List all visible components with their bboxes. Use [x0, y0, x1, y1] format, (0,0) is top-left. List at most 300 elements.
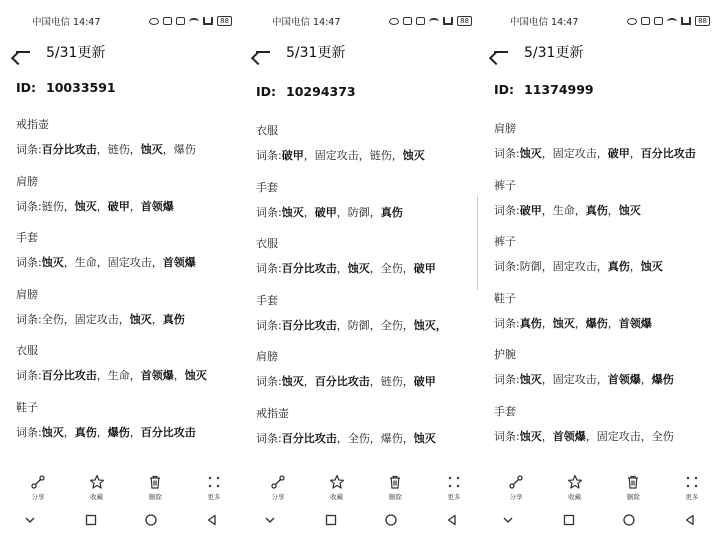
- action-del-button[interactable]: [137, 474, 173, 504]
- term: 真伤: [162, 312, 185, 326]
- term-separator: ，: [596, 373, 608, 386]
- signal-icon: [443, 17, 453, 25]
- term-separator: ，: [596, 147, 608, 160]
- arrow-left-icon[interactable]: [492, 43, 510, 61]
- term: 蚀灭: [129, 312, 152, 326]
- term-separator: ，: [336, 262, 348, 275]
- gear-item: [256, 348, 474, 389]
- header: [254, 40, 470, 64]
- term: 固定攻击: [314, 149, 359, 162]
- square-icon[interactable]: [323, 512, 339, 528]
- term-separator: ，: [541, 316, 553, 330]
- action-label: 收藏: [330, 493, 344, 501]
- term-separator: ，: [629, 260, 641, 273]
- gear-item: [494, 290, 712, 331]
- gear-item: [256, 292, 474, 333]
- term: 爆伤: [651, 373, 674, 386]
- action-label: 更多: [447, 493, 461, 501]
- term-separator: ，: [574, 203, 586, 217]
- gear-terms: [256, 373, 474, 389]
- term-separator: ，: [402, 262, 414, 275]
- terms-prefix: 词条:: [16, 143, 42, 156]
- gear-terms: [494, 428, 712, 444]
- term: 百分比攻击: [281, 431, 337, 445]
- terms-prefix: 词条:: [494, 429, 520, 443]
- gear-slot: 手套: [256, 180, 278, 194]
- term: 破甲: [413, 375, 436, 388]
- terms-prefix: 词条:: [256, 431, 282, 445]
- terms-prefix: 词条:: [494, 147, 520, 160]
- term: 固定攻击: [74, 312, 119, 326]
- battery-icon: 88: [457, 16, 472, 26]
- id-value: 10294373: [286, 84, 356, 99]
- share-icon: [270, 474, 286, 490]
- system-nav-bar: [262, 512, 460, 528]
- mute-icon: [654, 17, 663, 25]
- gear-terms: [16, 311, 234, 327]
- action-more-button[interactable]: [196, 474, 232, 504]
- term-separator: ，: [402, 431, 414, 445]
- gear-terms: [494, 371, 712, 387]
- term-separator: ，: [303, 375, 315, 388]
- gear-slot: 裤子: [494, 235, 516, 248]
- term-separator: ，: [118, 312, 130, 326]
- terms-prefix: 词条:: [494, 316, 520, 330]
- eye-icon: [627, 18, 637, 25]
- gear-slot: 戒指壶: [16, 118, 49, 131]
- mute-icon: [416, 17, 425, 25]
- term-separator: ，: [402, 375, 414, 388]
- term: 全伤: [380, 318, 403, 332]
- term-separator: ，: [391, 149, 403, 162]
- term-separator: ，: [96, 425, 108, 439]
- term-separator: ，: [541, 260, 553, 273]
- nfc-icon: [163, 17, 172, 25]
- bottom-action-bar: [498, 474, 710, 504]
- header: [14, 40, 230, 64]
- gear-terms: [494, 145, 712, 161]
- chevron-down-icon[interactable]: [262, 512, 278, 528]
- term: 蚀灭: [41, 256, 64, 269]
- term-separator: ，: [129, 199, 141, 213]
- term-separator: ，: [369, 375, 381, 388]
- term: 破甲: [107, 199, 130, 213]
- term: 固定攻击: [552, 260, 597, 273]
- gear-terms: [16, 198, 234, 214]
- gear-item: [494, 403, 712, 444]
- action-fav-button[interactable]: [319, 474, 355, 504]
- term: 蚀灭: [640, 260, 663, 273]
- dots-icon: [206, 474, 222, 490]
- gear-terms: [16, 254, 234, 270]
- trash-icon: [625, 474, 641, 490]
- term: 蚀灭，: [413, 318, 447, 332]
- circle-icon[interactable]: [143, 512, 159, 528]
- action-label: 删除: [626, 493, 640, 501]
- star-icon: [567, 474, 583, 490]
- term: 防御: [347, 205, 370, 219]
- gear-terms: [16, 141, 234, 157]
- gear-item: [256, 405, 474, 446]
- term: 首领爆: [607, 373, 641, 386]
- term-separator: ，: [541, 429, 553, 443]
- gear-item: [16, 229, 234, 270]
- wifi-icon: [429, 18, 439, 25]
- share-icon: [30, 474, 46, 490]
- gear-terms: [256, 204, 474, 220]
- term: 真伤: [380, 205, 403, 219]
- term: 蚀灭: [413, 431, 436, 445]
- term: 生命: [552, 203, 575, 217]
- header: [492, 40, 708, 64]
- gear-item: [16, 173, 234, 214]
- term: 真伤: [607, 260, 630, 273]
- id-value: 10033591: [46, 80, 116, 95]
- gear-item: [494, 177, 712, 218]
- terms-prefix: 词条:: [494, 373, 520, 386]
- action-label: 删除: [388, 493, 402, 501]
- term-separator: ，: [336, 205, 348, 219]
- term: 蚀灭: [347, 262, 370, 275]
- gear-terms: [256, 260, 474, 276]
- term: 真伤: [519, 316, 542, 330]
- gear-terms: [16, 367, 234, 383]
- gear-terms: [494, 202, 712, 218]
- action-share-button[interactable]: [20, 474, 56, 504]
- term-separator: ，: [585, 429, 597, 443]
- carrier-time: 中国电信 14:47: [32, 17, 101, 28]
- square-icon[interactable]: [561, 512, 577, 528]
- gear-slot: 肩膀: [16, 174, 38, 188]
- mute-icon: [176, 17, 185, 25]
- action-label: 分享: [271, 493, 285, 501]
- terms-prefix: 词条:: [256, 205, 282, 219]
- terms-prefix: 词条:: [494, 260, 520, 273]
- term: 固定攻击: [107, 256, 152, 269]
- eye-icon: [149, 18, 159, 25]
- gear-slot: 衣服: [16, 344, 38, 357]
- triangle-left-icon[interactable]: [444, 512, 460, 528]
- battery-icon: 88: [695, 16, 710, 26]
- gear-slot: 手套: [16, 231, 38, 244]
- nfc-icon: [403, 17, 412, 25]
- trash-icon: [387, 474, 403, 490]
- term: 蚀灭: [281, 375, 304, 388]
- term: 首领爆: [162, 256, 196, 269]
- term: 蚀灭: [618, 203, 641, 217]
- term-separator: ，: [303, 205, 315, 219]
- terms-prefix: 词条:: [256, 375, 282, 388]
- gear-item: [494, 120, 712, 161]
- term-separator: ，: [151, 312, 163, 326]
- term: 固定攻击: [596, 429, 641, 443]
- term: 蚀灭: [281, 205, 304, 219]
- term: 真伤: [585, 203, 608, 217]
- terms-prefix: 词条:: [256, 318, 282, 332]
- gear-slot: 肩膀: [494, 122, 516, 135]
- action-fav-button[interactable]: [557, 474, 593, 504]
- term-separator: ，: [541, 373, 553, 386]
- term: 蚀灭: [41, 425, 64, 439]
- wifi-icon: [189, 18, 199, 25]
- id-label: ID:: [494, 82, 515, 97]
- term-separator: ，: [162, 143, 174, 156]
- system-nav-bar: [500, 512, 698, 528]
- chevron-down-icon[interactable]: [500, 512, 516, 528]
- action-share-button[interactable]: [260, 474, 296, 504]
- page-title: 5/31更新: [286, 45, 346, 61]
- wifi-icon: [667, 18, 677, 25]
- action-more-button[interactable]: [674, 474, 710, 504]
- gear-item: [256, 235, 474, 276]
- term-separator: ，: [369, 205, 381, 219]
- term-separator: ，: [369, 318, 381, 332]
- term: 破甲: [281, 149, 304, 162]
- action-label: 删除: [148, 493, 162, 501]
- nfc-icon: [641, 17, 650, 25]
- action-label: 分享: [509, 493, 523, 501]
- term: 破甲: [413, 262, 436, 275]
- action-fav-button[interactable]: [79, 474, 115, 504]
- battery-icon: 88: [217, 16, 232, 26]
- action-label: 分享: [31, 493, 45, 501]
- circle-icon[interactable]: [621, 512, 637, 528]
- terms-prefix: 词条:: [16, 256, 42, 269]
- term-separator: ，: [96, 199, 108, 213]
- gear-slot: 肩膀: [16, 287, 38, 301]
- term-separator: ，: [336, 431, 348, 445]
- status-icons: [389, 16, 472, 26]
- triangle-left-icon[interactable]: [204, 512, 220, 528]
- action-label: 收藏: [90, 493, 104, 501]
- term: 蚀灭: [402, 149, 425, 162]
- term: 首领爆: [140, 199, 174, 213]
- term: 真伤: [74, 425, 97, 439]
- dots-icon: [446, 474, 462, 490]
- term: 蚀灭: [184, 369, 207, 382]
- term: 生命: [107, 369, 130, 382]
- term: 全伤: [41, 312, 64, 326]
- term: 百分比攻击: [140, 425, 196, 439]
- term-separator: ，: [96, 143, 108, 156]
- term-separator: ，: [596, 260, 608, 273]
- term: 链伤: [107, 143, 130, 156]
- action-label: 更多: [685, 493, 699, 501]
- term-separator: ，: [402, 318, 414, 332]
- term: 生命: [74, 256, 97, 269]
- term: 链伤: [41, 199, 64, 213]
- gear-terms: [256, 430, 474, 446]
- term-separator: ，: [151, 256, 163, 269]
- gear-terms: [494, 315, 712, 331]
- term: 破甲: [607, 147, 630, 160]
- phone-screen-3: [478, 0, 718, 540]
- gear-slot: 护腕: [494, 348, 516, 361]
- term: 首领爆: [552, 429, 586, 443]
- gear-item: [494, 233, 712, 274]
- arrow-left-icon[interactable]: [14, 43, 32, 61]
- term: 全伤: [380, 262, 403, 275]
- term: 防御: [519, 260, 542, 273]
- page-title: 5/31更新: [524, 45, 584, 61]
- gear-terms: [256, 317, 474, 333]
- triangle-left-icon[interactable]: [682, 512, 698, 528]
- dots-icon: [684, 474, 700, 490]
- term: 链伤: [380, 375, 403, 388]
- gear-item: [256, 179, 474, 220]
- trash-icon: [147, 474, 163, 490]
- term: 防御: [347, 318, 370, 332]
- terms-prefix: 词条:: [256, 262, 282, 275]
- gear-slot: 衣服: [256, 124, 278, 137]
- eye-icon: [389, 18, 399, 25]
- record-id: [16, 80, 116, 95]
- status-bar: [510, 14, 710, 28]
- id-value: 11374999: [524, 82, 594, 97]
- term: 爆伤: [585, 316, 608, 330]
- term: 百分比攻击: [281, 318, 337, 332]
- term: 爆伤: [173, 143, 196, 156]
- term-separator: ，: [358, 149, 370, 162]
- id-label: ID:: [16, 80, 37, 95]
- id-label: ID:: [256, 84, 277, 99]
- term: 蚀灭: [74, 199, 97, 213]
- term: 破甲: [519, 203, 542, 217]
- chevron-down-icon[interactable]: [22, 512, 38, 528]
- gear-slot: 鞋子: [494, 291, 516, 305]
- bottom-action-bar: [260, 474, 472, 504]
- term-separator: ，: [640, 429, 652, 443]
- term-separator: ，: [607, 316, 619, 330]
- term: 蚀灭: [140, 143, 163, 156]
- gear-item: [16, 342, 234, 383]
- gear-slot: 戒指壶: [256, 406, 289, 420]
- action-del-button[interactable]: [615, 474, 651, 504]
- phone-screen-1: [0, 0, 240, 540]
- bottom-action-bar: [20, 474, 232, 504]
- term: 首领爆: [618, 316, 652, 330]
- terms-prefix: 词条:: [16, 199, 42, 213]
- gear-item: [16, 286, 234, 327]
- gear-item: [494, 346, 712, 387]
- term: 爆伤: [107, 425, 130, 439]
- term-separator: ，: [129, 369, 141, 382]
- terms-prefix: 词条:: [256, 149, 282, 162]
- term-separator: ，: [173, 369, 185, 382]
- term-separator: ，: [129, 143, 141, 156]
- term: 全伤: [651, 429, 674, 443]
- gear-terms: [256, 147, 474, 163]
- term: 爆伤: [380, 431, 403, 445]
- terms-prefix: 词条:: [16, 425, 42, 439]
- term: 蚀灭: [519, 147, 542, 160]
- gear-slot: 衣服: [256, 237, 278, 250]
- term-separator: ，: [629, 147, 641, 160]
- term-separator: ，: [96, 369, 108, 382]
- term: 百分比攻击: [640, 147, 696, 160]
- gear-item: [16, 116, 234, 157]
- star-icon: [89, 474, 105, 490]
- signal-icon: [681, 17, 691, 25]
- signal-icon: [203, 17, 213, 25]
- record-id: [494, 82, 594, 97]
- term: 破甲: [314, 205, 337, 219]
- gear-slot: 鞋子: [16, 400, 38, 414]
- term-separator: ，: [63, 425, 75, 439]
- term: 百分比攻击: [281, 262, 337, 275]
- phone-screen-2: [240, 0, 480, 540]
- term: 固定攻击: [552, 373, 597, 386]
- term-separator: ，: [96, 256, 108, 269]
- gear-terms: [16, 424, 234, 440]
- term: 首领爆: [140, 369, 174, 382]
- term: 链伤: [369, 149, 392, 162]
- action-label: 更多: [207, 493, 221, 501]
- term: 蚀灭: [519, 373, 542, 386]
- term-separator: ，: [369, 431, 381, 445]
- term-separator: ，: [336, 318, 348, 332]
- system-nav-bar: [22, 512, 220, 528]
- share-icon: [508, 474, 524, 490]
- gear-slot: 手套: [256, 293, 278, 307]
- gear-slot: 肩膀: [256, 350, 278, 363]
- action-more-button[interactable]: [436, 474, 472, 504]
- page-title: 5/31更新: [46, 45, 106, 61]
- term: 全伤: [347, 431, 370, 445]
- carrier-time: 中国电信 14:47: [510, 17, 579, 28]
- term-separator: ，: [607, 203, 619, 217]
- term: 百分比攻击: [41, 143, 97, 156]
- arrow-left-icon[interactable]: [254, 43, 272, 61]
- gear-item: [256, 122, 474, 163]
- record-id: [256, 84, 356, 99]
- status-bar: [272, 14, 472, 28]
- gear-slot: 手套: [494, 404, 516, 418]
- gear-slot: 裤子: [494, 178, 516, 192]
- term: 固定攻击: [552, 147, 597, 160]
- term: 蚀灭: [519, 429, 542, 443]
- term-separator: ，: [303, 149, 315, 162]
- circle-icon[interactable]: [383, 512, 399, 528]
- screen-divider: [477, 195, 478, 290]
- term-separator: ，: [129, 425, 141, 439]
- term: 百分比攻击: [314, 375, 370, 388]
- term-separator: ，: [63, 256, 75, 269]
- gear-terms: [494, 258, 712, 274]
- term-separator: ，: [63, 312, 75, 326]
- status-icons: [627, 16, 710, 26]
- term: 蚀灭: [552, 316, 575, 330]
- terms-prefix: 词条:: [16, 369, 42, 382]
- star-icon: [329, 474, 345, 490]
- square-icon[interactable]: [83, 512, 99, 528]
- term-separator: ，: [574, 316, 586, 330]
- term-separator: ，: [541, 147, 553, 160]
- action-del-button[interactable]: [377, 474, 413, 504]
- term-separator: ，: [541, 203, 553, 217]
- action-share-button[interactable]: [498, 474, 534, 504]
- terms-prefix: 词条:: [494, 203, 520, 217]
- term: 百分比攻击: [41, 369, 97, 382]
- gear-item: [16, 399, 234, 440]
- terms-prefix: 词条:: [16, 312, 42, 326]
- carrier-time: 中国电信 14:47: [272, 17, 341, 28]
- status-icons: [149, 16, 232, 26]
- term-separator: ，: [369, 262, 381, 275]
- term-separator: ，: [63, 199, 75, 213]
- term-separator: ，: [640, 373, 652, 386]
- action-label: 收藏: [568, 493, 582, 501]
